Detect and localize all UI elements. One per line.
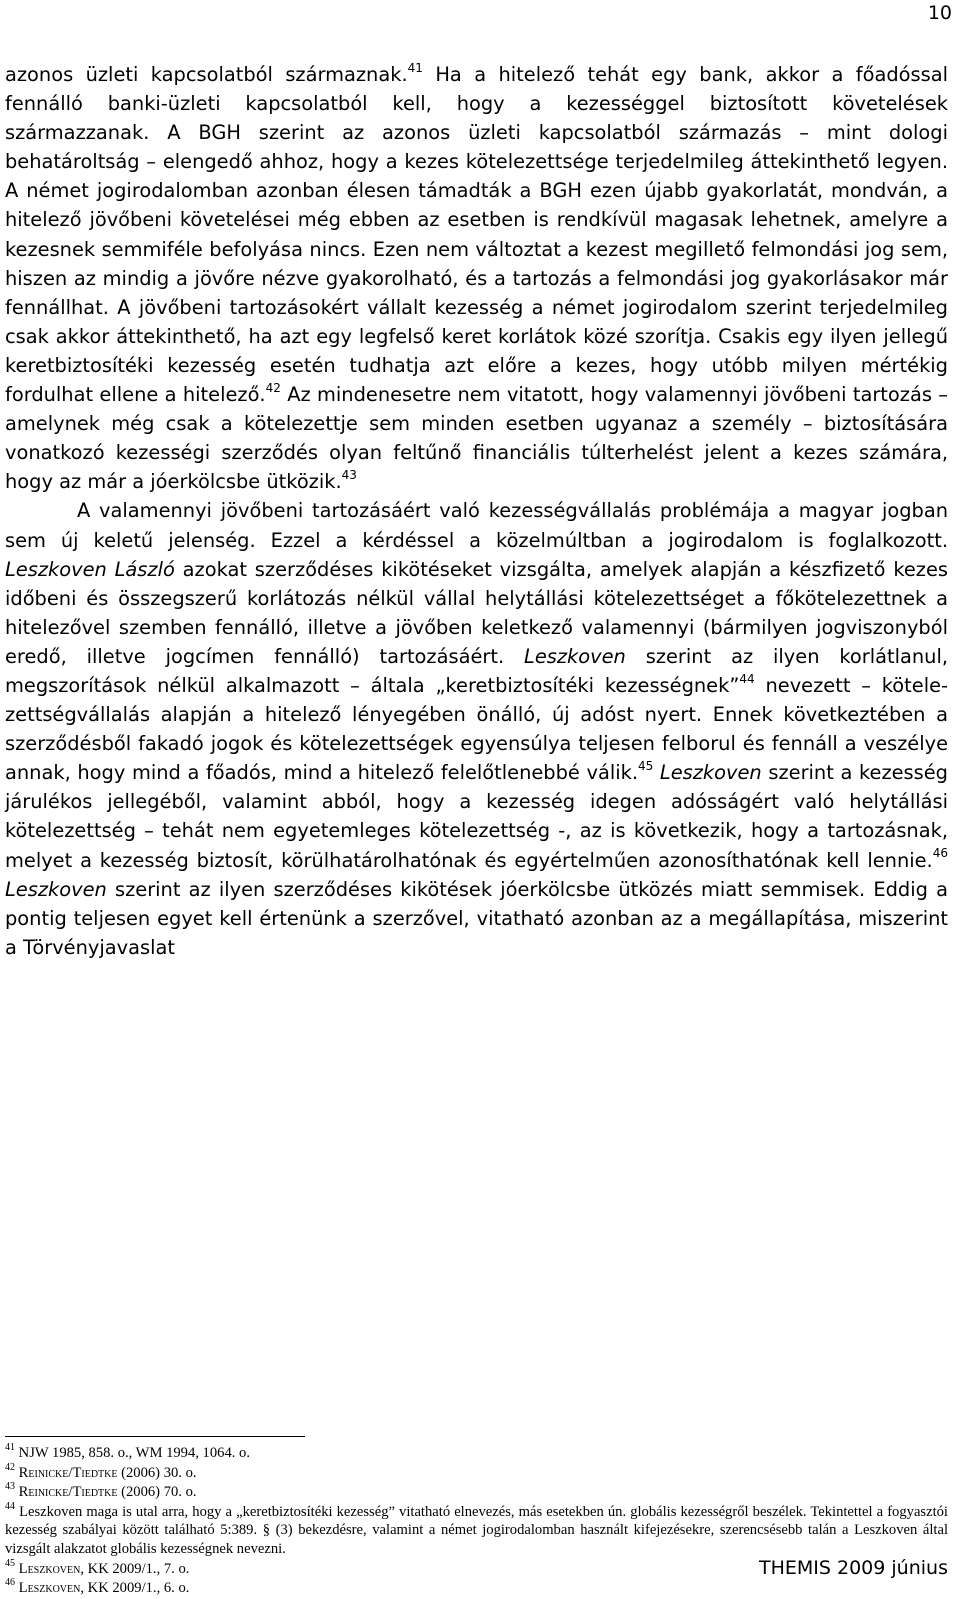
text-run: Leszkoven maga is utal arra, hogy a „keretbiztosítéki kezesség” vitatható elnevezés, más esetekben ún. globális kezességről beszélek. Tekintettel a fogyasztói kezesség szabályai között található 5:389. § (3) bekezdésre, valamint a német jogirodalomban használt kifejezésekre, szerencsésebb talán a Leszkoven által vizsgált alakzatot globális kezességnek nevezni. [5,1503,948,1557]
text-run: szerint az ilyen korlátlanul, megszorítások nélkül alkalmazott – általa „keretbiztosítéki kezességnek” [5,644,949,697]
small-caps-text: eszkoven [27,1580,81,1597]
small-caps-text: eszkoven [27,1560,81,1577]
paragraph [5,496,948,962]
text-run: Ha a hitelező tehát egy bank, akkor a főadóssal fennálló banki-üzleti kapcsolatból kell, hogy a kezességgel biztosított követelések származzanak. A BGH szerint az azonos üzleti kapcsolatból származás – mint dologi behatároltság – elengedő ahhoz, hogy a kezes kötelezettsége terjedelmileg áttekinthető legyen. A német jogirodalomban azonban élesen támadták a BGH ezen újabb gyakorlatát, mondván, a hitelező jövőbeni követelései még ebben az esetben is rendkívül magasak lehetnek, amelyre a kezesnek semmiféle befolyása nincs. Ezen nem változtat a kezest megillető felmondási jog sem, hiszen az mindig a jövőre nézve gyakorolható, és a tartozás a felmondási jog gyakorlásakor már fennállhat. A jövőbeni tartozásokért vállalt kezesség a német jogirodalom szerint terjedelmileg csak akkor áttekinthető, ha azt egy legfelső keret korlátok közé szorítja. Csakis egy ilyen jellegű keretbiztosítéki kezesség esetén tudhatja azt előre a kezes, hogy utóbb milyen mértékig fordulhat ellene a hitelező. [5,63,948,407]
italic-name: Leszkoven [5,877,107,901]
page-number: 10 [927,2,952,24]
footnote-ref: 42 [265,380,281,395]
page-footer: THEMIS 2009 június [759,1557,948,1579]
text-run: R [15,1464,29,1481]
text-run: (2006) 70. o. [117,1484,197,1501]
footnote [5,1483,948,1502]
small-caps-text: iedtke [81,1484,118,1501]
text-run: szerint az ilyen szerződéses kikötések jóerkölcsbe ütközés miatt semmisek. Eddig a pontig teljesen egyet kell értenünk a szerzővel, vitatható azonban az a megállapítása, miszerint a Törvényjavaslat [5,877,948,959]
footnote-ref: 43 [5,1481,15,1493]
footnote [5,1444,948,1463]
text-run: nevezett – kötele-zettségvállalás alapján a hitelező lényegében önálló, új adóst nyert. Ennek következtében a szerződésből fakadó jogok és kötelezettségek egyensúlya teljesen felborul és fennáll a veszélye annak, hogy mind a főadós, mind a hitelező felelőtlenebbé válik. [5,673,949,785]
text-run [653,761,660,784]
footnote-ref: 45 [5,1557,15,1569]
footnote-ref: 43 [341,467,357,482]
footnote-ref: 46 [5,1577,15,1589]
footnote [5,1579,948,1598]
footnote-ref: 41 [407,60,423,75]
text-run: /T [68,1464,82,1481]
text-run: A valamennyi jövőbeni tartozásáért való kezességvállalás problémája a magyar jogban sem új keletű jelenség. Ezzel a kérdéssel a közelmúltban a jogirodalom is foglalkozott. [5,499,948,552]
footnote-separator [5,1436,305,1437]
text-run: NJW 1985, 858. o., WM 1994, 1064. o. [15,1445,250,1461]
body-text [5,60,948,962]
footnote [5,1461,948,1483]
footnote-ref: 45 [638,758,654,773]
small-caps-text: iedtke [81,1464,118,1481]
text-run: azonos üzleti kapcsolatból származnak. [5,63,408,86]
footnote-ref: 42 [5,1461,15,1473]
footnote [5,1500,948,1559]
text-run: , KK 2009/1., 6. o. [80,1580,190,1597]
text-run: Az mindenesetre nem vitatott, hogy valamennyi jövőbeni tartozás – amelynek még csak a kötelezettje sem minden esetben ugyanaz a személy – biztosítására vonatkozó kezességi szerződés olyan feltűnő financiális túlterhelést jelent a kezes számára, hogy az már a jóerkölcsbe ütközik. [5,383,948,494]
footnote-ref: 44 [5,1500,15,1512]
text-run: L [15,1580,28,1597]
text-run: /T [68,1484,82,1501]
small-caps-text: einicke [28,1484,69,1501]
paragraph [5,60,948,496]
text-run: szerint a kezesség járulékos jellegéből, valamint abból, hogy a kezesség idegen adósságért való helytállási kötelezettség – tehát nem egyetemleges kötelezettség -, az is következik, hogy a tartozásnak, melyet a kezesség biztosít, körülhatárolhatónak és egyértelműen azonosíthatónak kell lennie. [5,761,948,872]
italic-name: Leszkoven László [5,557,175,581]
text-run: (2006) 30. o. [117,1464,197,1481]
text-run: R [15,1484,29,1501]
text-run: azokat szerződéses kikötéseket vizsgálta, amelyek alapján a készfizető kezes időbeni és összegszerű korlátozás nélkül vállal helytállási kötelezettséget a főkötelezettnek a hitelezővel szemben fennálló, illetve a jövőben keletkező valamennyi (bármilyen jogviszonyból eredő, illetve jogcímen fennálló) tartozásáért. [5,557,948,668]
footnote-ref: 44 [739,671,755,686]
footnote-ref: 41 [5,1442,15,1454]
italic-name: Leszkoven [659,761,762,785]
text-run: L [15,1560,28,1577]
italic-name: Leszkoven [524,644,626,668]
small-caps-text: einicke [28,1464,69,1481]
text-run: , KK 2009/1., 7. o. [80,1560,190,1577]
footnote-ref: 46 [932,846,948,861]
